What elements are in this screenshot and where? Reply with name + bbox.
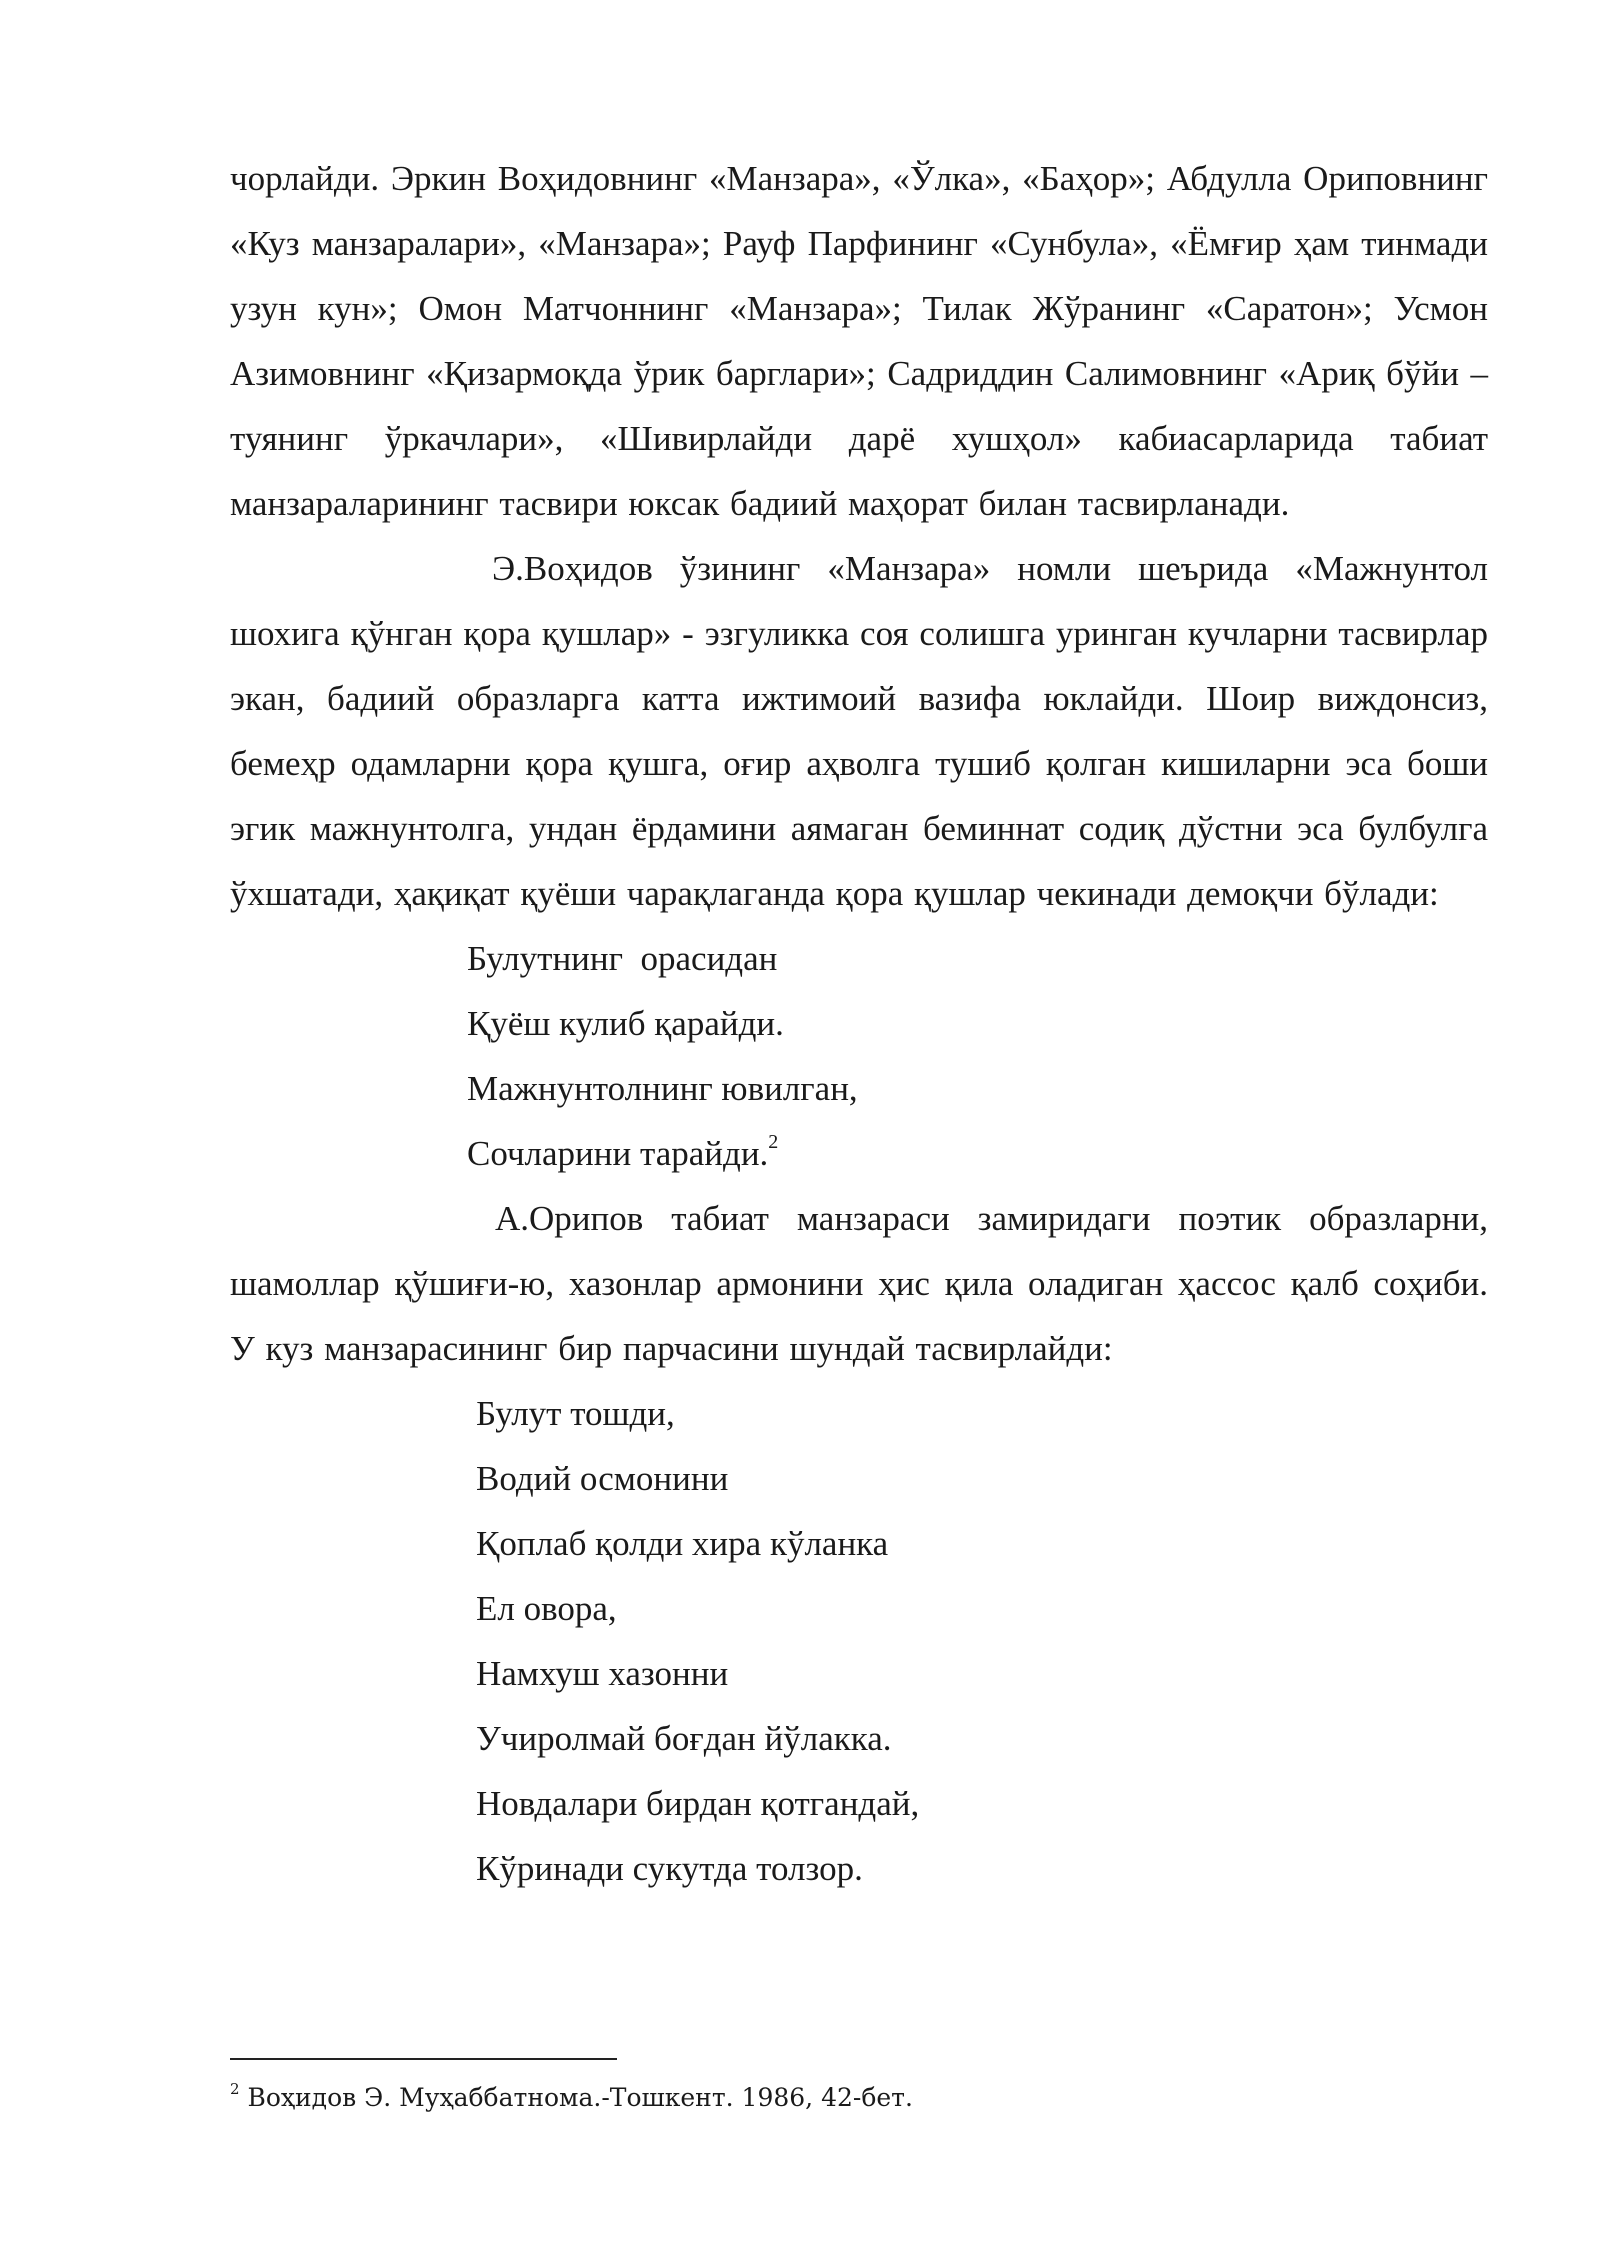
poem-line: Мажнунтолнинг ювилган, [467, 1069, 858, 1108]
poem-line: Учиролмай боғдан йўлакка. [476, 1719, 892, 1758]
poem-line: Қоплаб қолди хира кўланка [476, 1524, 889, 1563]
poem-line: Водий осмонини [476, 1459, 729, 1498]
poem-line-with-footnote [467, 1121, 1488, 1186]
footnote-text: Воҳидов Э. Муҳаббатнома.-Тошкент. 1986, 42-бет. [247, 2083, 913, 2112]
footnote [230, 2080, 1488, 2116]
paragraph-1: чорлайди. Эркин Воҳидовнинг «Манзара», «Ўлка», «Баҳор»; Абдулла Ориповнинг «Куз манзаралари», «Манзара»; Рауф Парфининг «Сунбула», «Ёмғир ҳам тинмади узун кун»; Омон Матчоннинг «Манзара»; Тилак Жўранинг «Саратон»; Усмон Азимовнинг «Қизармоқда ўрик барглари»; Садриддин Салимовнинг «Ариқ бўйи – туянинг ўркачлари», «Шивирлайди дарё хушҳол» кабиасарларида табиат манзараларининг тасвири юксак бадиий маҳорат билан тасвирланади. [230, 159, 1488, 523]
poem-line: Ел овора, [476, 1589, 617, 1628]
paragraph-3: А.Орипов табиат манзараси замиридаги поэтик образларни, шамоллар қўшиғи-ю, хазонлар армонини ҳис қила оладиган ҳассос қалб соҳиби. У куз манзарасининг бир парчасини шундай тасвирлайди: [230, 1199, 1488, 1368]
poem-line: Намхуш хазонни [476, 1654, 729, 1693]
poem-line: Сочларини тарайди. [467, 1134, 769, 1173]
poem-line: Қуёш кулиб қарайди. [467, 1004, 784, 1043]
poem-quote-1 [230, 926, 1488, 1186]
paragraph-2: Э.Воҳидов ўзининг «Манзара» номли шеърида «Мажнунтол шохига қўнган қора қушлар» - эзгуликка соя солишга уринган кучларни тасвирлар экан, бадиий образларга катта ижтимоий вазифа юклайди. Шоир виждонсиз, бемеҳр одамларни қора қушга, оғир аҳволга тушиб қолган кишиларни эса боши эгик мажнунтолга, ундан ёрдамини аямаган беминнат содиқ дўстни эса булбулга ўхшатади, ҳақиқат қуёши чарақлаганда қора қушлар чекинади демоқчи бўлади: [230, 549, 1488, 913]
footnote-reference[interactable]: 2 [768, 1131, 779, 1154]
footnote-separator [230, 2058, 617, 2060]
document-page [230, 146, 1488, 1901]
poem-line: Новдалари бирдан қотгандай, [476, 1784, 920, 1823]
poem-line: Кўринади сукутда толзор. [476, 1849, 863, 1888]
poem-line: Булутнинг орасидан [467, 939, 778, 978]
footnote-number: 2 [230, 2079, 240, 2098]
poem-quote-2 [230, 1381, 1488, 1901]
poem-line: Булут тошди, [476, 1394, 675, 1433]
